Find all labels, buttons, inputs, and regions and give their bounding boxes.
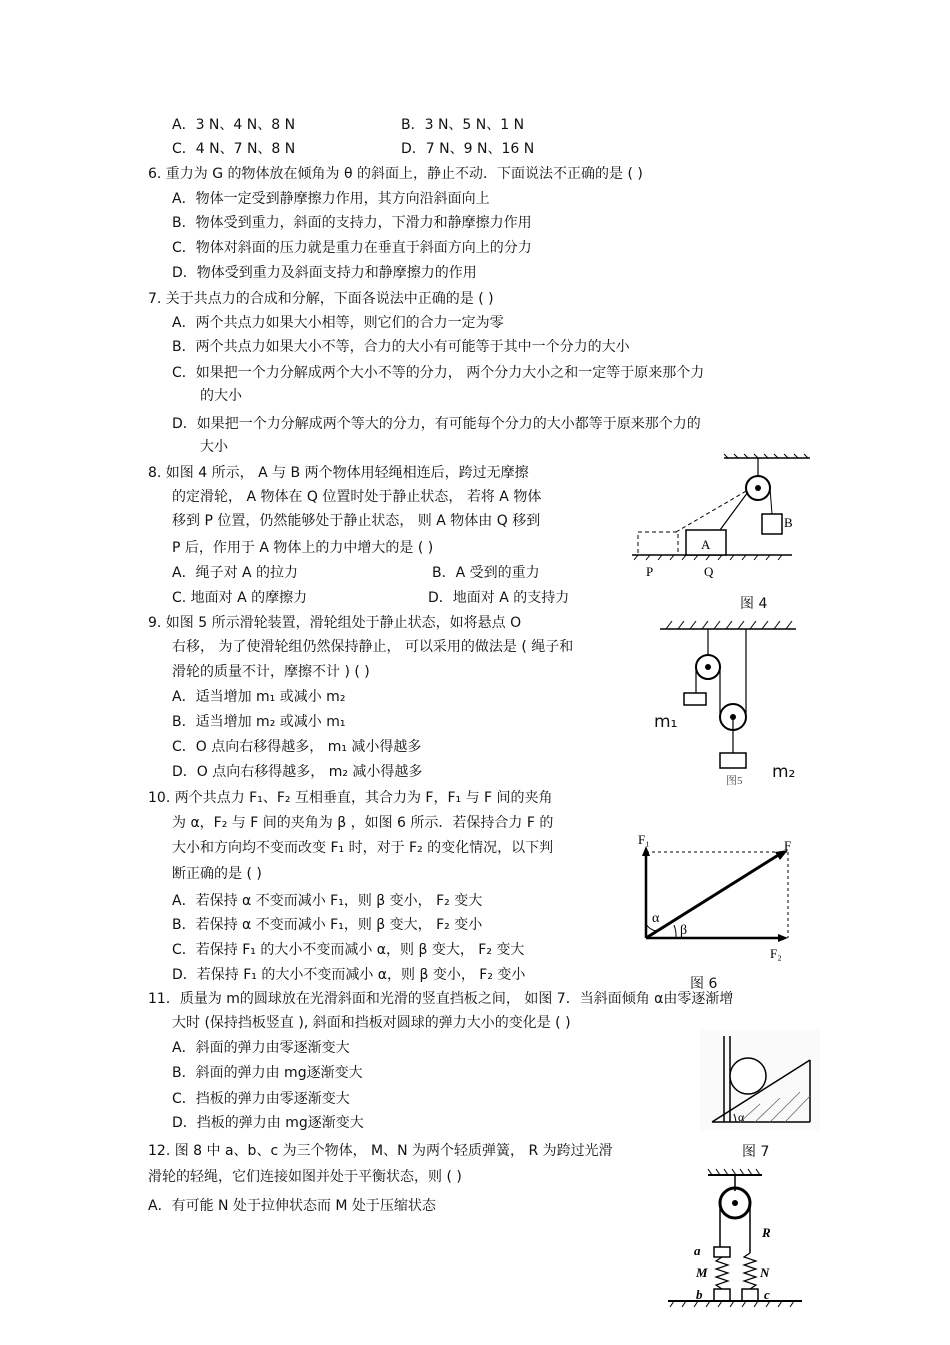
text-line: B．斜面的弹力由 mg逐渐变大 (172, 1065, 363, 1081)
text-line: D．若保持 F₁ 的大小不变而减小 α，则 β 变小， F₂ 变小 (172, 967, 526, 983)
fig6-label-f: F (784, 838, 792, 853)
text-line: D．如果把一个力分解成两个等大的分力，有可能每个分力的大小都等于原来那个力的 (172, 416, 701, 432)
text-line: B．两个共点力如果大小不等，合力的大小有可能等于其中一个分力的大小 (172, 339, 630, 355)
fig8-label-b: b (696, 1287, 703, 1302)
figure-8-springs-pulley (660, 1165, 810, 1315)
text-line: 大小 (200, 439, 228, 455)
text-line: 9. 如图 5 所示滑轮装置，滑轮组处于静止状态，如将悬点 O (148, 615, 522, 631)
text-line: D．7 N、9 N、16 N (401, 141, 535, 157)
text-line: 大小和方向均不变而改变 F₁ 时，对于 F₂ 的变化情况，以下判 (172, 840, 554, 856)
text-line: C．挡板的弹力由零逐渐变大 (172, 1091, 350, 1107)
text-line: C. 地面对 A 的摩擦力 (172, 590, 308, 606)
figure-4-pulley-diagram (628, 452, 818, 582)
text-line: 7. 关于共点力的合成和分解，下面各说法中正确的是 ( ) (148, 291, 494, 307)
fig4-label-a: A (701, 537, 711, 552)
text-line: D．物体受到重力及斜面支持力和静摩擦力的作用 (172, 265, 477, 281)
text-line: B．A 受到的重力 (432, 565, 540, 581)
text-line: A．适当增加 m₁ 或减小 m₂ (172, 689, 346, 705)
text-line: 11．质量为 m的圆球放在光滑斜面和光滑的竖直挡板之间， 如图 7．当斜面倾角 α由零逐渐增 (148, 991, 734, 1007)
fig8-label-c: c (764, 1287, 770, 1302)
fig6-label-f1: F₁ (638, 832, 650, 847)
text-line: 8. 如图 4 所示， A 与 B 两个物体用轻绳相连后，跨过无摩擦 (148, 465, 529, 481)
text-line: A．两个共点力如果大小相等，则它们的合力一定为零 (172, 315, 504, 331)
text-line: A．绳子对 A 的拉力 (172, 565, 299, 581)
figure-5-m2-label: m₂ (772, 762, 796, 782)
text-line: 12. 图 8 中 a、b、c 为三个物体， M、N 为两个轻质弹簧， R 为跨过光滑 (148, 1143, 613, 1159)
text-line: C．O 点向右移得越多， m₁ 减小得越多 (172, 739, 422, 755)
text-line: 滑轮的质量不计，摩擦不计 ) ( ) (172, 664, 370, 680)
text-line: 为 α，F₂ 与 F 间的夹角为 β ，如图 6 所示．若保持合力 F 的 (172, 815, 554, 831)
figure-7-ball-incline (700, 1030, 820, 1130)
fig8-label-r: R (762, 1225, 771, 1240)
text-line: B．3 N、5 N、1 N (401, 117, 525, 133)
text-line: B．若保持 α 不变而减小 F₁，则 β 变大， F₂ 变小 (172, 917, 483, 933)
text-line: A．物体一定受到静摩擦力作用，其方向沿斜面向上 (172, 191, 490, 207)
fig6-label-f2: F₂ (770, 946, 782, 961)
figure-7-caption: 图 7 (742, 1144, 770, 1160)
figure-5-m1-label: m₁ (654, 712, 678, 732)
text-line: B．物体受到重力，斜面的支持力，下滑力和静摩擦力作用 (172, 215, 532, 231)
figure-6-caption: 图 6 (690, 976, 718, 992)
text-line: D．O 点向右移得越多， m₂ 减小得越多 (172, 764, 423, 780)
text-line: 断正确的是 ( ) (172, 866, 262, 882)
text-line: A．斜面的弹力由零逐渐变大 (172, 1040, 350, 1056)
fig6-label-beta: β (680, 923, 688, 938)
fig8-label-m: M (696, 1265, 708, 1280)
text-line: C．如果把一个力分解成两个大小不等的分力， 两个分力大小之和一定等于原来那个力 (172, 365, 705, 381)
text-line: 移到 P 位置，仍然能够处于静止状态， 则 A 物体由 Q 移到 (172, 513, 541, 529)
fig6-label-alpha: α (652, 911, 660, 926)
text-line: 大时 (保持挡板竖直 ), 斜面和挡板对圆球的弹力大小的变化是 ( ) (172, 1015, 571, 1031)
text-line: C．若保持 F₁ 的大小不变而减小 α，则 β 变大， F₂ 变大 (172, 942, 525, 958)
figure-6-force-diagram (630, 828, 800, 968)
fig7-label-alpha: α (738, 1110, 745, 1124)
text-line: D．地面对 A 的支持力 (428, 590, 570, 606)
text-line: A．3 N、4 N、8 N (172, 117, 296, 133)
fig5-caption: 图5 (726, 775, 743, 787)
fig8-label-n: N (760, 1265, 770, 1280)
text-line: 右移， 为了使滑轮组仍然保持静止， 可以采用的做法是 ( 绳子和 (172, 639, 574, 655)
text-line: B．适当增加 m₂ 或减小 m₁ (172, 714, 346, 730)
text-line: P 后，作用于 A 物体上的力中增大的是 ( ) (172, 540, 434, 556)
text-line: C．物体对斜面的压力就是重力在垂直于斜面方向上的分力 (172, 240, 532, 256)
text-line: 的定滑轮， A 物体在 Q 位置时处于静止状态， 若将 A 物体 (172, 489, 542, 505)
text-line: 的大小 (200, 388, 242, 404)
text-line: 滑轮的轻绳，它们连接如图并处于平衡状态，则 ( ) (148, 1169, 462, 1185)
fig4-label-p: P (646, 564, 654, 579)
text-line: 10. 两个共点力 F₁、F₂ 互相垂直，其合力为 F，F₁ 与 F 间的夹角 (148, 790, 553, 806)
fig4-label-b: B (784, 515, 793, 530)
text-line: C．4 N、7 N、8 N (172, 141, 296, 157)
fig8-label-a: a (694, 1243, 701, 1258)
text-line: 6. 重力为 G 的物体放在倾角为 θ 的斜面上，静止不动．下面说法不正确的是 ( ) (148, 166, 643, 182)
text-line: A．若保持 α 不变而减小 F₁，则 β 变小， F₂ 变大 (172, 893, 483, 909)
text-line: D．挡板的弹力由 mg逐渐变大 (172, 1115, 364, 1131)
figure-4-caption: 图 4 (740, 596, 768, 612)
text-line: A．有可能 N 处于拉伸状态而 M 处于压缩状态 (148, 1198, 436, 1214)
fig4-label-q: Q (704, 564, 714, 579)
